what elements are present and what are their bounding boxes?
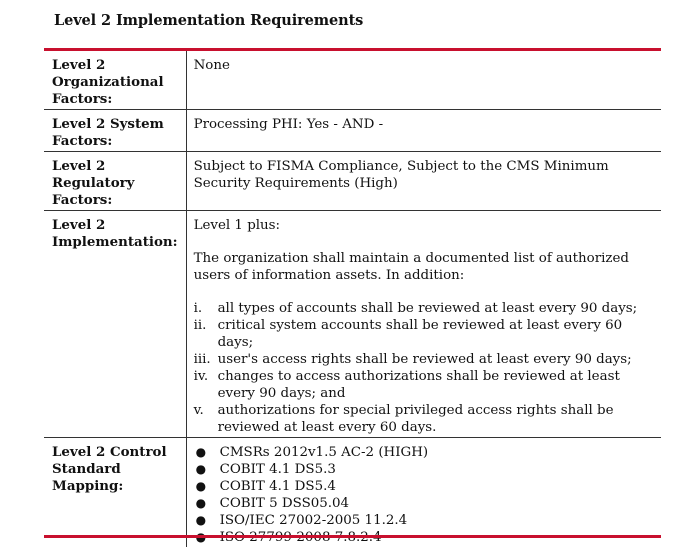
control-mapping-row bbox=[44, 438, 661, 547]
section-heading: Level 2 Implementation Requirements bbox=[54, 12, 363, 29]
list-marker: ii. bbox=[194, 317, 218, 351]
bullet-icon: ● bbox=[194, 495, 220, 512]
control-mapping-value bbox=[186, 438, 661, 547]
list-item-text: user's access rights shall be reviewed at least every 90 days; bbox=[218, 351, 651, 368]
mapping-item-text: COBIT 5 DSS05.04 bbox=[220, 495, 350, 512]
mapping-item-text: COBIT 4.1 DS5.3 bbox=[220, 461, 336, 478]
list-item bbox=[194, 478, 651, 495]
list-item-text: critical system accounts shall be reviewed at least every 60 days; bbox=[218, 317, 651, 351]
list-marker: iv. bbox=[194, 368, 218, 402]
implementation-paragraph: The organization shall maintain a documented list of authorized users of information assets. In addition: bbox=[194, 250, 651, 284]
mapping-item-text: COBIT 4.1 DS5.4 bbox=[220, 478, 336, 495]
list-item bbox=[194, 402, 651, 436]
implementation-list bbox=[194, 300, 651, 436]
list-item bbox=[194, 495, 651, 512]
system-factors-row bbox=[44, 110, 661, 152]
list-item bbox=[194, 300, 651, 317]
list-item bbox=[194, 512, 651, 529]
system-factors-label: Level 2 System Factors: bbox=[44, 110, 186, 152]
control-mapping-label: Level 2 Control Standard Mapping: bbox=[44, 438, 186, 547]
bullet-icon: ● bbox=[194, 461, 220, 478]
bullet-icon: ● bbox=[194, 512, 220, 529]
list-item bbox=[194, 461, 651, 478]
regulatory-factors-row bbox=[44, 152, 661, 211]
organizational-factors-value: None bbox=[186, 50, 661, 110]
list-marker: iii. bbox=[194, 351, 218, 368]
bullet-icon: ● bbox=[194, 478, 220, 495]
list-item bbox=[194, 317, 651, 351]
requirements-table bbox=[44, 48, 661, 547]
list-item-text: all types of accounts shall be reviewed at least every 90 days; bbox=[218, 300, 651, 317]
mapping-list bbox=[194, 444, 651, 546]
list-marker: i. bbox=[194, 300, 218, 317]
bottom-divider bbox=[44, 535, 661, 538]
implementation-intro: Level 1 plus: bbox=[194, 217, 651, 234]
system-factors-value: Processing PHI: Yes - AND - bbox=[186, 110, 661, 152]
organizational-factors-label: Level 2 Organizational Factors: bbox=[44, 50, 186, 110]
mapping-item-text: ISO/IEC 27002-2005 11.2.4 bbox=[220, 512, 408, 529]
implementation-row bbox=[44, 211, 661, 438]
mapping-item-text: CMSRs 2012v1.5 AC-2 (HIGH) bbox=[220, 444, 429, 461]
bullet-icon: ● bbox=[194, 444, 220, 461]
implementation-label: Level 2 Implementation: bbox=[44, 211, 186, 438]
regulatory-factors-label: Level 2 Regulatory Factors: bbox=[44, 152, 186, 211]
organizational-factors-row bbox=[44, 50, 661, 110]
list-item-text: authorizations for special privileged access rights shall be reviewed at least every 60 days. bbox=[218, 402, 651, 436]
list-item bbox=[194, 368, 651, 402]
list-item bbox=[194, 444, 651, 461]
list-item bbox=[194, 351, 651, 368]
implementation-value bbox=[186, 211, 661, 438]
regulatory-factors-value: Subject to FISMA Compliance, Subject to the CMS Minimum Security Requirements (High) bbox=[186, 152, 661, 211]
list-marker: v. bbox=[194, 402, 218, 436]
list-item-text: changes to access authorizations shall be reviewed at least every 90 days; and bbox=[218, 368, 651, 402]
